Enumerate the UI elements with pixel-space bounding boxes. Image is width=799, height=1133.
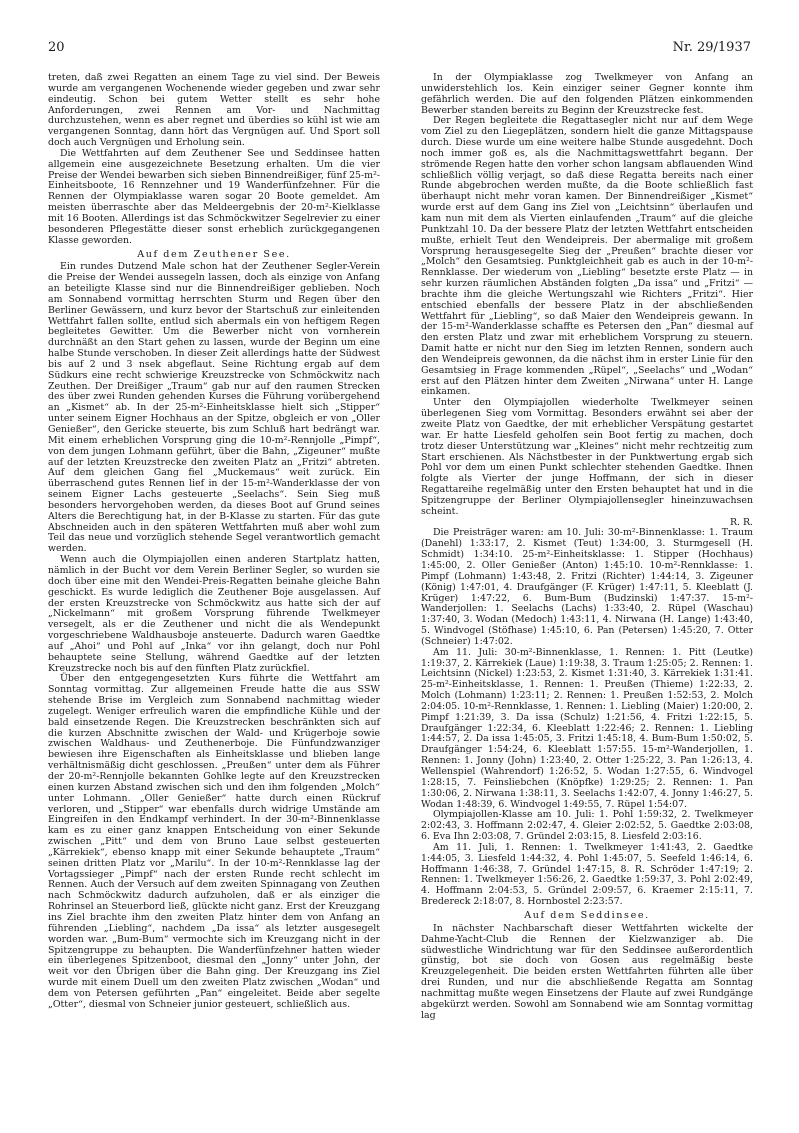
paragraph: Der Regen begleitete die Regattasegler nicht nur auf dem Wege vom Ziel zu den Liegeplätzen, sondern hielt die ganze Mittagspause durch. Diese wurde um eine weitere halbe Stunde ausgedehnt. Doch noch immer goß es, als die Nachmittagswettfahrt begann. Der strömende Regen hatte den vorher schon langsam abflauenden Wind schließlich völlig verjagt, so daß diese Regatta bereits nach einer Runde abgebrochen werden mußte, da die Boote schließlich fast überhaupt nicht mehr voran kamen. Der Binnendreißiger „Kismet“ wurde erst auf dem Gang ins Ziel von „Leichtsinn“ überlaufen und kam nun mit dem als Vierten einlaufenden „Traum“ auf die gleiche Punktzahl 10. Da der bessere Platz der letzten Wettfahrt entscheiden mußte, erhielt Teut den Wendeipreis. Der abermalige mit großem Vorsprung herausgesegelte Sieg der „Preußen“ brachte dieser vor „Molch“ den Gesamtsieg. Punktgleichheit gab es auch in der 10-m²-Rennklasse. Der wiederum von „Liebling“ besetzte erste Platz — in sehr kurzen räumlichen Abständen folgten „Da issa“ und „Fritzi“ — brachte ihm die gleiche Wertungszahl wie Richters „Fritzi“. Hier entschied ebenfalls der bessere Platz in der abschließenden Wettfahrt für „Liebling“, so daß Maier den Wendeipreis gewann. In der 15-m²-Wanderklasse schaffte es Petersen den „Pan“ diesmal auf den ersten Platz und zwar mit erheblichem Vorsprung zu steuern. Damit hatte er nicht nur den Sieg im letzten Rennen, sondern auch den Wendeipreis gewonnen, da die nächst ihm in erster Linie für den Gesamtsieg in Frage kommenden „Rüpel“, „Seelachs“ und „Wodan“ erst auf den Plätzen hinter dem Zweiten „Nirwana“ unter H. Lange einkamen. [421, 115, 753, 398]
paragraph: Über den entgegengesetzten Kurs führte die Wettfahrt am Sonntag vormittag. Zur allgemeinen Freude hatte die aus SSW stehende Brise im Vergleich zum Sonnabend nachmittag wieder zugelegt. Weniger erfreulich waren die empfindliche Kühle und der bald einsetzende Regen. Die Kreuzstrecken beschränkten sich auf die kurzen Abschnitte zwischen der Wald- und Krügerboje sowie zwischen Waldhaus- und Zeuthenerboje. Die Fünfundzwanziger bewiesen ihre Eigenschaften als Einheitsklasse und blieben lange verhältnismäßig dicht geschlossen. „Preußen“ unter dem als Führer der 20-m²-Rennjolle bekannten Gohlke legte auf den Kreuzstrecken einen kurzen Abstand zwischen sich und den ihm folgenden „Molch“ unter Lohmann. „Oller Genießer“ hatte durch einen Rückruf verloren, und „Stipper“ war ebenfalls durch widrige Umstände am Eingreifen in den Endkampf verhindert. In der 30-m²-Binnenklasse kam es zu einer ganz knappen Entscheidung von einer Sekunde zwischen „Pitt“ und dem von Bruno Laue selbst gesteuerten „Kärrekiek“, ebenso knapp mit einer Sekunde behauptete „Traum“ seinen dritten Platz vor „Marilu“. In der 10-m²-Rennklasse lag der Vortagssieger „Pimpf“ nach der ersten Runde recht schlecht im Rennen. Auch der Versuch auf dem zweiten Spinnagang von Zeuthen nach Schmöckwitz dadurch aufzuholen, daß er als einziger die Rohrinsel an Steuerbord ließ, glückte nicht ganz. Erst der Kreuzgang ins Ziel brachte ihm den zweiten Platz hinter dem von Anfang an führenden „Liebling“, nachdem „Da issa“ als letzter ausgesegelt worden war. „Bum-Bum“ vermochte sich im Kreuzgang nicht in der Spitzengruppe zu behaupten. Die Wanderfünfzehner hatten wieder ein überlegenes Spitzenboot, diesmal den „Jonny“ unter John, der weit vor den Übrigen über die Bahn ging. Der Kreuzgang ins Ziel wurde mit einem Duell um den zweiten Platz zwischen „Wodan“ und dem von Petersen geführten „Pan“ eingeleitet. Beide aber segelte „Otter“, diesmal von Schneier junior gesteuert, schließlich aus. [48, 673, 380, 1010]
paragraph: Wenn auch die Olympiajollen einen anderen Startplatz hatten, nämlich in der Bucht vor dem Verein Berliner Segler, so wurden sie doch über eine mit den Wendei-Preis-Regatten beinahe gleiche Bahn geschickt. Es wurde lediglich die Zeuthener Boje ausgelassen. Auf der ersten Kreuzstrecke von Schmöckwitz aus hatte sich der auf „Nickelmann“ mit großem Vorsprung führende Twelkmeyer versegelt, als er die Zeuthener und nicht die als Wendepunkt vorgeschriebene Waldhausboje ansteuerte. Dadurch waren Gaedtke auf „Ahoi“ und Pohl auf „Inka“ vor ihn gelangt, doch nur Pohl behauptete seine Stellung, während Gaedtke auf der letzten Kreuzstrecke noch bis auf den fünften Platz zurückfiel. [48, 554, 380, 674]
page-number: 20 [48, 40, 65, 55]
paragraph: Unter den Olympiajollen wiederholte Twelkmeyer seinen überlegenen Sieg vom Vormittag. Besonders erwähnt sei aber der zweite Platz von Gaedtke, der mit erheblicher Verspätung gestartet war. Er hatte Liesfeld geholfen sein Boot fertig zu machen, doch trotz dieser Unterstützung war „Kleines“ nicht mehr rechtzeitig zum Start erschienen. Als Nächstbester in der Punktwertung ergab sich Pohl vor dem um einen Punkt schlechter stehenden Gaedtke. Ihnen folgte als Vierter der junge Hoffmann, der sich in dieser Regattareihe regelmäßig unter den Ersten behauptet hat und in die Spitzengruppe der Berliner Olympiajollensegler hineinzuwachsen scheint. [421, 397, 753, 517]
paragraph: In nächster Nachbarschaft dieser Wettfahrten wickelte der Dahme-Yacht-Club die Rennen der Kielzwanziger ab. Die südwestliche Windrichtung war für den Seddinsee außerordentlich günstig, bot sie doch von Gosen aus regelmäßig beste Kreuzgelegenheit. Die beiden ersten Wettfahrten führten alle über drei Runden, und nur die abschließende Regatta am Sonntag nachmittag mußte wegen Einsetzens der Flaute auf zwei Rundgänge abgekürzt werden. Sowohl am Sonnabend wie am Sonntag vormittag lag [421, 922, 753, 1021]
paragraph: Die Wettfahrten auf dem Zeuthener See und Seddinsee hatten allgemein eine ausgezeichnete Besetzung erhalten. Um die vier Preise der Wendei bewarben sich sieben Binnendreißiger, fünf 25-m²-Einheitsboote, 16 Rennzehner und 19 Wanderfünfzehner. Für die Rennen der Olympiaklasse waren sogar 20 Boote gemeldet. Am meisten überraschte aber das Meldeergebnis der 20-m²-Kielklasse mit 16 Booten. Allerdings ist das Schmöckwitzer Segelrevier zu einer besonderen Pflegestätte dieser sonst erheblich zurückgegangenen Klasse geworden. [48, 147, 380, 246]
results-paragraph: Olympiajollen-Klasse am 10. Juli: 1. Pohl 1:59:32, 2. Twelkmeyer 2:02:43, 3. Hoffmann 2:02:47, 4. Gleier 2:02:52, 5. Gaedtke 2:03:08, 6. Eva Ihn 2:03:08, 7. Gründel 2:03:15, 8. Liesfeld 2:03:16. [421, 809, 753, 843]
issue-number: Nr. 29/1937 [672, 40, 751, 55]
left-column [48, 73, 380, 1011]
results-paragraph: Am 11. Juli, 1. Rennen: 1. Twelkmeyer 1:41:43, 2. Gaedtke 1:44:05, 3. Liesfeld 1:44:32, 4. Pohl 1:45:07, 5. Seefeld 1:46:14, 6. Hoffmann 1:46:38, 7. Gründel 1:47:15, 8. R. Schröder 1:47:19; 2. Rennen: 1. Twelkmeyer 1:56:26, 2. Gaedtke 1:59:37, 3. Pohl 2:02:49, 4. Hoffmann 2:04:53, 5. Gründel 2:09:57, 6. Kraemer 2:15:11, 7. Bredereck 2:18:07, 8. Hornbostel 2:23:57. [421, 841, 753, 908]
right-column [421, 73, 753, 1021]
results-paragraph: Am 11. Juli: 30-m²-Binnenklasse, 1. Rennen: 1. Pitt (Leutke) 1:19:37, 2. Kärrekiek (Laue) 1:19:38, 3. Traum 1:25:05; 2. Rennen: 1. Leichtsinn (Nickel) 1:23:53, 2. Kismet 1:31:40, 3. Kärrekiek 1:31:41. 25-m²-Einheitsklasse, 1. Rennen: 1. Preußen (Thieme) 1:22:33, 2. Molch (Lohmann) 1:23:11; 2. Rennen: 1. Preußen 1:52:53, 2. Molch 2:04:05. 10-m²-Rennklasse, 1. Rennen: 1. Liebling (Maier) 1:20:00, 2. Pimpf 1:21:39, 3. Da issa (Schulz) 1:21:56, 4. Fritzi 1:22:15, 5. Draufgänger 1:22:34, 6. Kleeblatt 1:22:46; 2. Rennen: 1. Liebling 1:44:57, 2. Da issa 1:45:05, 3. Fritzi 1:45:18, 4. Bum-Bum 1:50:02, 5. Draufgänger 1:54:24, 6. Kleeblatt 1:57:55. 15-m²-Wanderjollen, 1. Rennen: 1. Jonny (John) 1:23:40, 2. Otter 1:25:22, 3. Pan 1:26:13, 4. Wellenspiel (Wahrendorf) 1:26:52, 5. Wodan 1:27:55, 6. Windvogel 1:28:15, 7. Feinsliebchen (Knöpfke) 1:29:25; 2. Rennen: 1. Pan 1:30:06, 2. Nirwana 1:38:11, 3. Seelachs 1:42:07, 4. Jonny 1:46:27, 5. Wodan 1:48:39, 6. Windvogel 1:49:55, 7. Rüpel 1:54:07. [421, 646, 753, 810]
page-header [48, 40, 751, 64]
section-heading-seddinsee: Auf dem Seddinsee. [524, 909, 650, 921]
paragraph: treten, daß zwei Regatten an einem Tage zu viel sind. Der Beweis wurde am vergangenen Wochenende wieder gegeben und zwar sehr eindeutig. Schon bei gutem Wetter stellt es sehr hohe Anforderungen, zwei Rennen am Vor- und Nachmittag durchzustehen, wenn es aber regnet und überdies so kühl ist wie am vergangenen Sonntag, dann hört das Vergnügen auf. Und Sport soll doch auch Vergnügen und Erholung sein. [48, 72, 380, 149]
results-paragraph: Die Preisträger waren: am 10. Juli: 30-m²-Binnenklasse: 1. Traum (Danehl) 1:33:17, 2. Kismet (Teut) 1:34:00, 3. Sturmgesell (H. Schmidt) 1:34:10. 25-m²-Einheitsklasse: 1. Stipper (Hochhaus) 1:45:00, 2. Oller Genießer (Anton) 1:45:10. 10-m²-Rennklasse: 1. Pimpf (Lohmann) 1:43:48, 2. Fritzi (Richter) 1:44:14, 3. Zigeuner (König) 1:47:01, 4. Draufgänger (F. Krüger) 1:47:11, 5. Kleeblatt (J. Krüger) 1:47:22, 6. Bum-Bum (Budzinski) 1:47:37. 15-m²-Wanderjollen: 1. Seelachs (Lachs) 1:33:40, 2. Rüpel (Waschau) 1:37:40, 3. Wodan (Medoch) 1:43:11, 4. Nirwana (H. Lange) 1:43:40, 5. Windvogel (Stöfhase) 1:45:10, 6. Pan (Petersen) 1:45:20, 7. Otter (Schneier) 1:47:02. [421, 527, 753, 647]
section-heading-zeuthener-see: Auf dem Zeuthener See. [137, 248, 291, 260]
paragraph: In der Olympiaklasse zog Twelkmeyer von Anfang an unwiderstehlich los. Kein einziger seiner Gegner konnte ihm gefährlich werden. Die auf den folgenden Plätzen einkommenden Bewerber standen bereits zu Beginn der Kreuzstrecke fest. [421, 72, 753, 116]
author-signature: R. R. [729, 516, 753, 528]
paragraph: Ein rundes Dutzend Male schon hat der Zeuthener Segler-Verein die Preise der Wendei aussegeln lassen, doch als einzige von Anfang an beteiligte Klasse sind nur die Binnendreißiger geblieben. Noch am Sonnabend vormittag herrschten Sturm und Regen über den Berliner Gewässern, und kurz bevor der Startschuß zur einleitenden Wettfahrt fallen sollte, entlud sich abermals ein von heftigem Regen begleitetes Gewitter. Um die Bewerber nicht von vornherein durchnäßt an den Start gehen zu lassen, wurde der Beginn um eine halbe Stunde verschoben. In dieser Zeit allerdings hatte der Südwest bis auf 2 und 3 nsek abgeflaut. Seine Richtung ergab auf dem Südkurs eine recht schwierige Kreuzstrecke von Schmöckwitz nach Zeuthen. Der Dreißiger „Traum“ gab nur auf den raumen Strecken des über zwei Runden gehenden Kurses die Führung vorübergehend an „Kismet“ ab. In der 25-m²-Einheitsklasse hielt sich „Stipper“ unter seinem Eigner Hochhaus an der Spitze, obgleich er von „Oller Genießer“, den Gericke steuerte, bis zum Schluß hart bedrängt war. Mit einem erheblichen Vorsprung ging die 10-m²-Rennjolle „Pimpf“, von dem jungen Lohmann geführt, über die Bahn, „Zigeuner“ mußte auf der letzten Kreuzstrecke den zweiten Platz an „Fritzi“ abtreten. Auf dem gleichen Gang fiel „Muckemaus“ weit zurück. Ein überraschend gutes Rennen lief in der 15-m²-Wanderklasse der von seinem Eigner Lachs gesteuerte „Seelachs“. Sein Sieg muß besonders hervorgehoben werden, da dieses Boot auf Grund seines Alters die Berechtigung hat, in der B-Klasse zu starten. Für das gute Abschneiden auch in den späteren Wettfahrten muß aber wohl zum Teil das neue und vorzüglich stehende Segel verantwortlich gemacht werden. [48, 261, 380, 555]
